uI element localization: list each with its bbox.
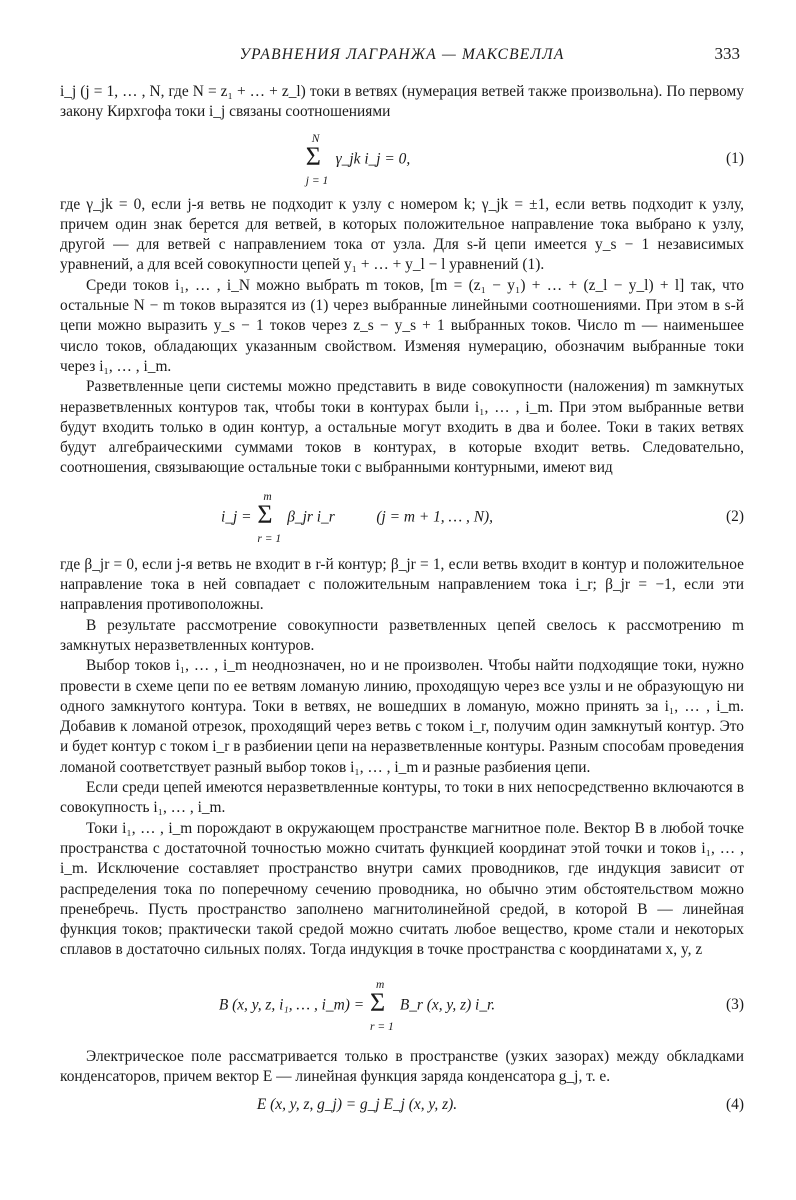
equation-lhs: i_j = bbox=[221, 508, 252, 526]
paragraph-3: Среди токов i₁, … , i_N можно выбрать m токов, [m = (z₁ − y₁) + … + (z_l − y_l) + l] так, что остальные N − m токов выразятся из (1) через выбранные линейными соотношениями. При этом в s-й цепи можно выразить y_s − 1 токов через z_s − y_s + 1 выбранных токов. Число m — наименьшее число токов, обладающих указанным свойством. Изменяя нумерацию, обозначим выбранные токи через i₁, … , i_m. bbox=[60, 276, 744, 375]
paragraph-1: i_j (j = 1, … , N, где N = z₁ + … + z_l) токи в ветвях (нумерация ветвей также произвольна). По первому закону Кирхгофа токи i_j связаны соотношениями bbox=[60, 83, 744, 121]
sum-symbol: m Σ r = 1 bbox=[368, 995, 396, 1017]
running-head: УРАВНЕНИЯ ЛАГРАНЖА — МАКСВЕЛЛА bbox=[239, 46, 565, 63]
paragraph-10: Электрическое поле рассматривается только в пространстве (узких зазорах) между обкладками конденсаторов, причем вектор E — линейная функция заряда конденсатора g_j, т. е. bbox=[60, 1047, 744, 1085]
page-header bbox=[60, 46, 744, 72]
equation-2 bbox=[60, 490, 744, 545]
equation-4 bbox=[60, 1095, 744, 1117]
sum-lower-limit: r = 1 bbox=[257, 532, 282, 545]
equation-3 bbox=[60, 978, 744, 1033]
equation-body: γ_jk i_j = 0, bbox=[335, 150, 411, 168]
paragraph-5: где β_jr = 0, если j-я ветвь не входит в r-й контур; β_jr = 1, если ветвь входит в контур и положительное направление тока в ней совпадает с положительным направлением тока i_r; β_jr = −1, если эти направления противоположны. bbox=[60, 555, 744, 614]
equation-condition: (j = m + 1, … , N), bbox=[376, 508, 493, 526]
sum-upper-limit: m bbox=[375, 978, 385, 991]
sum-lower-limit: j = 1 bbox=[305, 174, 329, 187]
equation-number: (1) bbox=[726, 149, 744, 167]
sum-symbol: m Σ r = 1 bbox=[255, 507, 283, 529]
page-body bbox=[60, 82, 744, 1117]
equation-number: (3) bbox=[726, 995, 744, 1013]
page-number: 333 bbox=[714, 44, 740, 63]
equation-1 bbox=[60, 132, 744, 187]
equation-lhs: B (x, y, z, i₁, … , i_m) = bbox=[218, 996, 365, 1014]
paragraph-2: где γ_jk = 0, если j-я ветвь не подходит к узлу с номером k; γ_jk = ±1, если ветвь подходит к узлу, причем один знак берется для ветвей, в которых положительное направление тока выбрано к узлу, другой — для ветвей с направлением тока от узла. Для s-й цепи имеется y_s − 1 независимых уравнений, а для всей совокупности цепей y₁ + … + y_l − l уравнений (1). bbox=[60, 195, 744, 274]
equation-number: (2) bbox=[726, 507, 744, 525]
paragraph-9: Токи i₁, … , i_m порождают в окружающем пространстве магнитное поле. Вектор B в любой точке пространства с достаточной точностью можно считать функцией координат этой точки и токов i₁, … , i_m. Исключение составляет пространство внутри самих проводников, где индукция зависит от распределения тока по поперечному сечению проводника, но обычно этим обстоятельством можно пренебречь. Пусть пространство заполнено магнитолинейной средой, в которой B — линейная функция токов; практически такой средой можно считать любое вещество, кроме стали и некоторых сплавов в достаточно сильных полях. Тогда индукция в точке пространства с координатами x, y, z bbox=[60, 819, 744, 959]
equation-body: β_jr i_r bbox=[287, 508, 335, 526]
sum-lower-limit: r = 1 bbox=[369, 1020, 394, 1033]
sum-upper-limit: N bbox=[311, 132, 320, 145]
equation-number: (4) bbox=[726, 1096, 744, 1114]
sum-upper-limit: m bbox=[263, 490, 272, 503]
paragraph-8: Если среди цепей имеются неразветвленные контуры, то токи в них непосредственно включаются в совокупность i₁, … , i_m. bbox=[60, 779, 744, 817]
paragraph-7: Выбор токов i₁, … , i_m неоднозначен, но и не произволен. Чтобы найти подходящие токи, нужно провести в схеме цепи по ее ветвям ломаную линию, проходящую через все узлы и не образующую ни одного замкнутого контура. Токи в ветвях, не вошедших в ломаную, можно принять за i₁, … , i_m. Добавив к ломаной отрезок, проходящий через ветвь с током i_r, получим один замкнутый контур. Это и будет контур с током i_r в разбиении цепи на неразветвленные контуры. Разным способам проведения ломаной соответствует разный выбор токов i₁, … , i_m и разные разбиения цепи. bbox=[60, 657, 744, 776]
equation-body: B_r (x, y, z) i_r. bbox=[399, 996, 496, 1014]
equation-body: E (x, y, z, g_j) = g_j E_j (x, y, z). bbox=[256, 1096, 458, 1114]
paragraph-4: Разветвленные цепи системы можно представить в виде совокупности (наложения) m замкнутых неразветвленных контуров так, чтобы токи в контурах были i₁, … , i_m. При этом выбранные ветви будут входить только в один контур, а остальные могут входить в два и более. Токи в таких ветвях будут алгебраическими суммами токов в контурах, в которые входит ветвь. Следовательно, соотношения, связывающие остальные токи с выбранными контурными, имеют вид bbox=[60, 378, 744, 477]
sum-symbol: N Σ j = 1 bbox=[304, 149, 332, 171]
paragraph-6: В результате рассмотрение совокупности разветвленных цепей свелось к рассмотрению m замкнутых неразветвленных контуров. bbox=[60, 616, 744, 654]
